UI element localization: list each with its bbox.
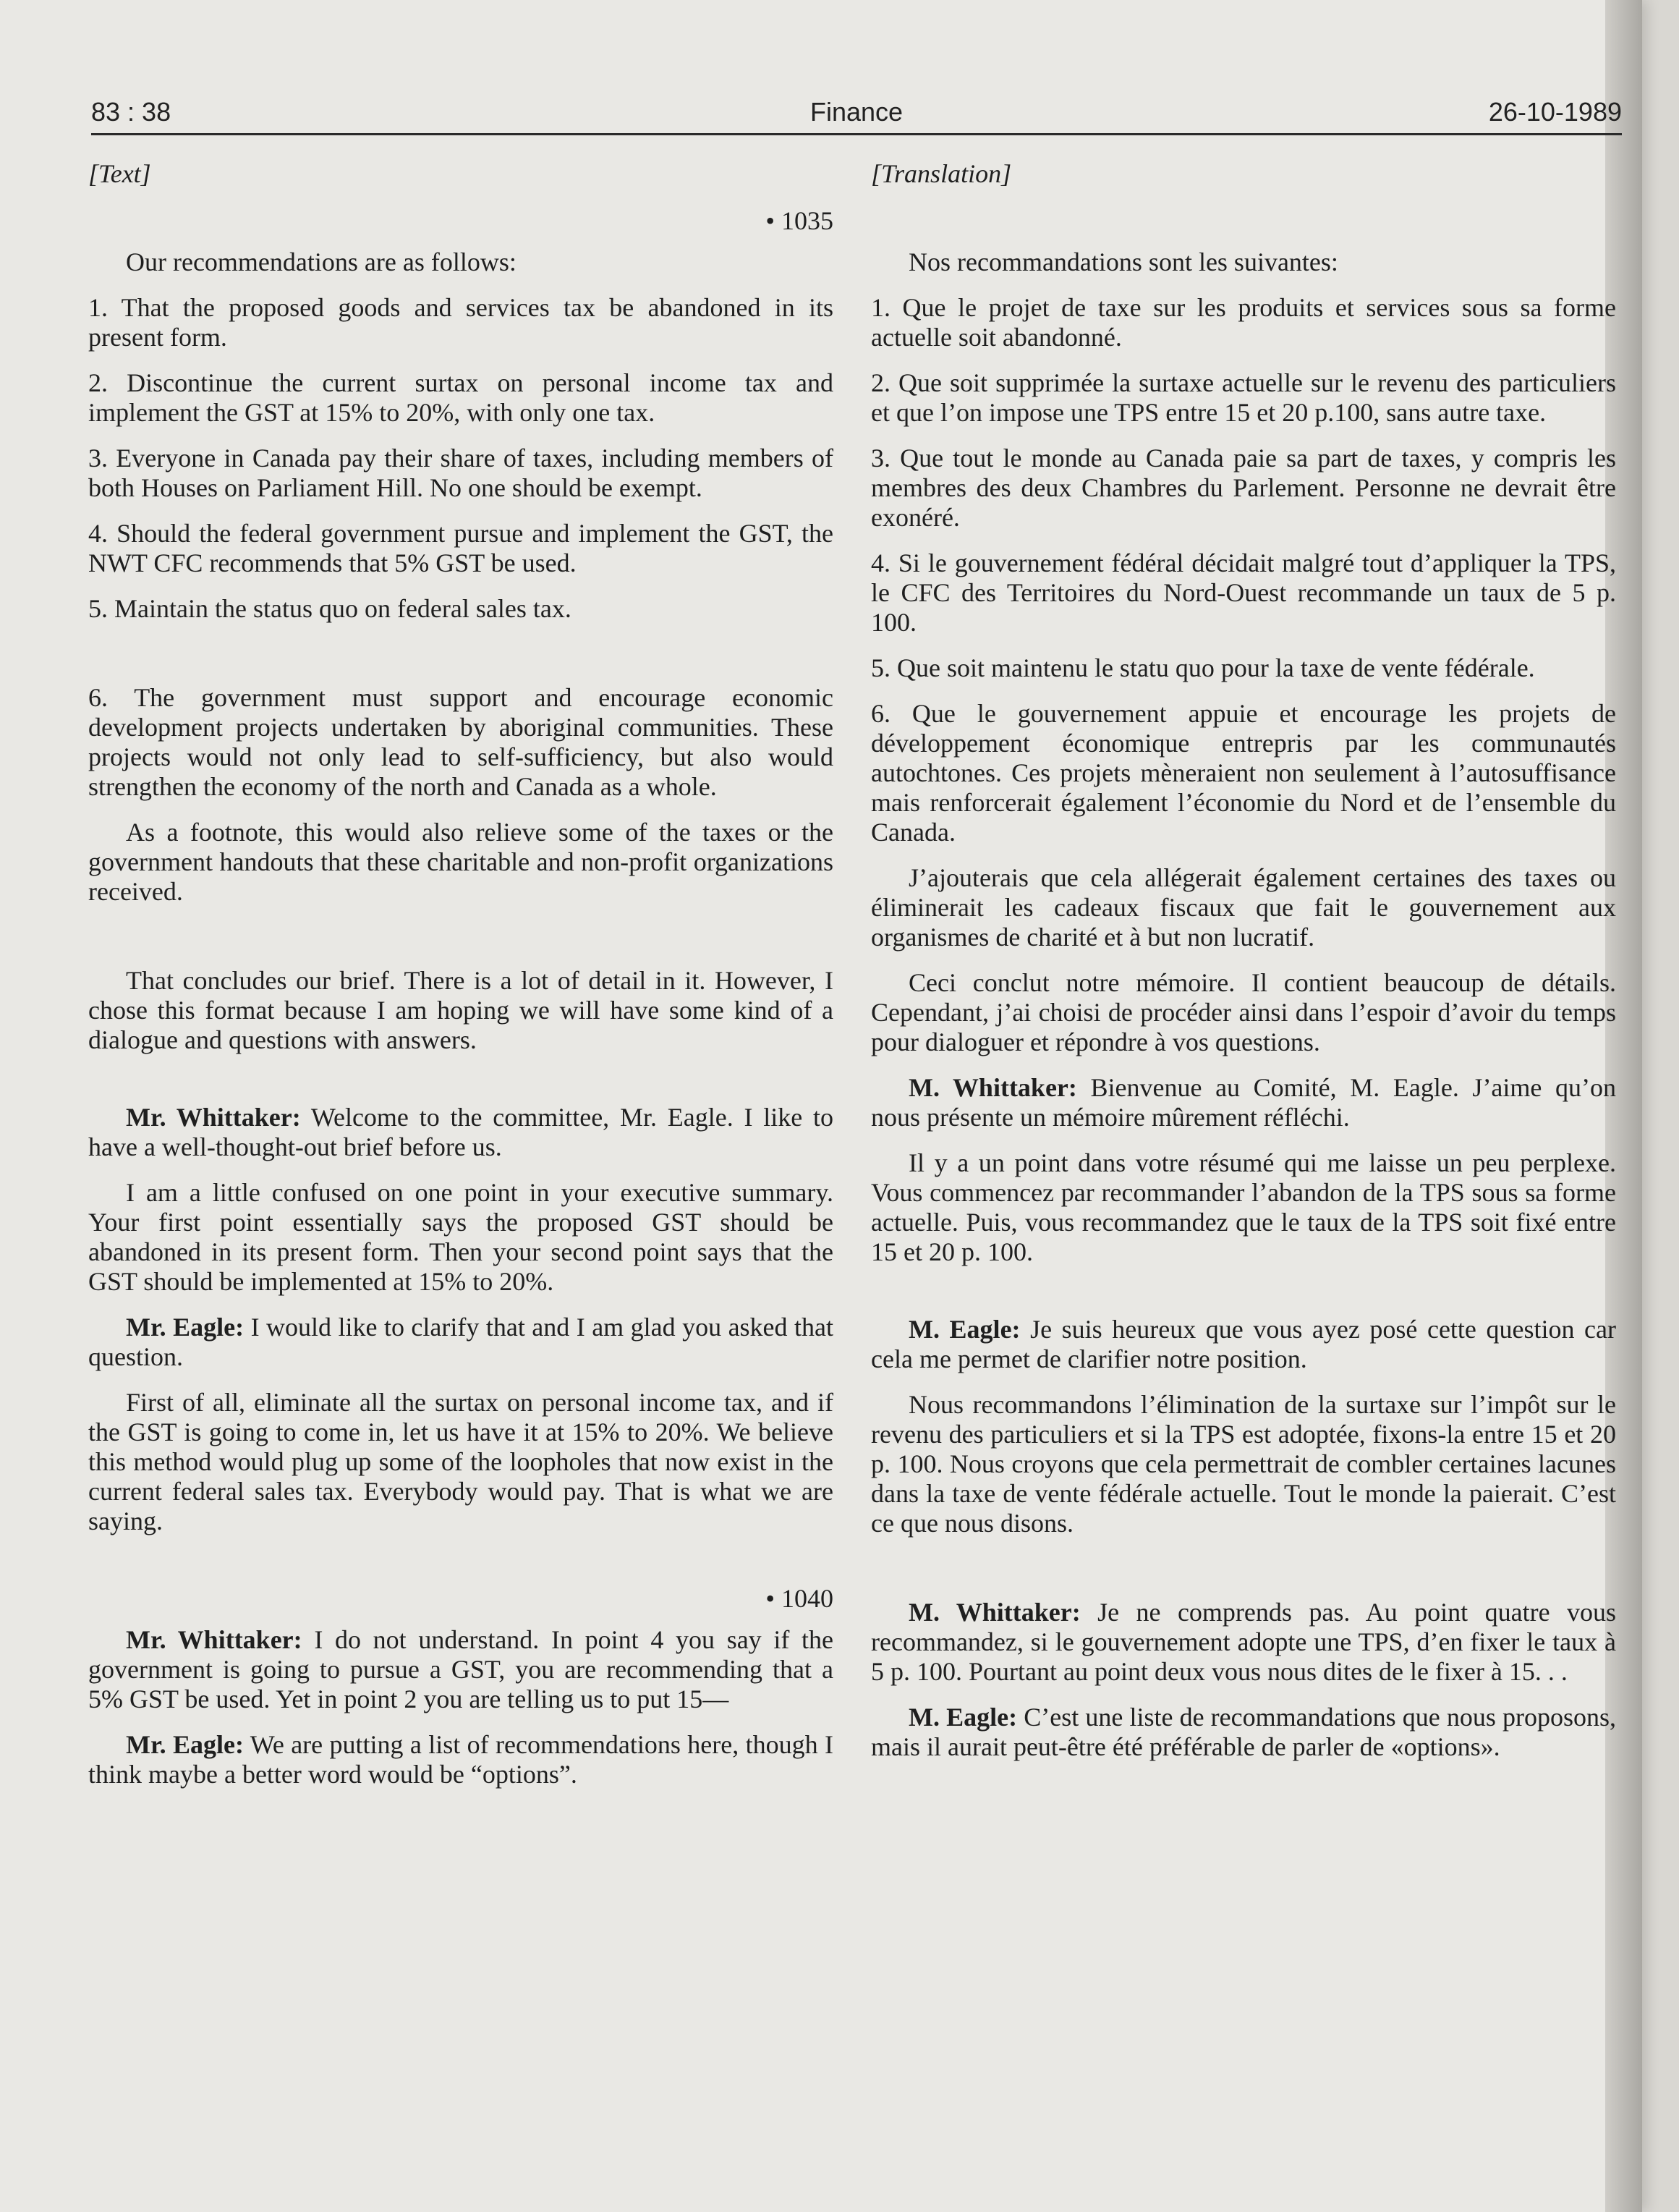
paragraph: I am a little confused on one point in your executive summary. Your first point essentially says the proposed GST should be abandoned in its present form. Then your second point says that the GST should be implemented at 15% to 20%. (88, 1178, 833, 1296)
paragraph: As a footnote, this would also relieve some of the taxes or the government handouts that these charitable and non-profit organizations received. (88, 818, 833, 906)
paragraph: That concludes our brief. There is a lot of detail in it. However, I chose this format because I am hoping we will have some kind of a dialogue and questions with answers. (88, 966, 833, 1054)
speech-text: Je ne comprends pas. Au point quatre vous recommandez, si le gouvernement adopte une TPS, d’en fixer le taux à 5 p. 100. Pourtant au point deux vous nous dites de le fixer à 15. . . (871, 1598, 1616, 1686)
paragraph: J’ajouterais que cela allégerait également certaines des taxes ou éliminerait les cadeaux fiscaux que fait le gouvernement aux organismes de charité et à but non lucratif. (871, 863, 1616, 952)
speech (88, 1313, 833, 1372)
page-number: 83 : 38 (91, 97, 171, 127)
speech (88, 1625, 833, 1714)
speaker-name: Mr. Eagle: (126, 1730, 245, 1759)
paragraph: Nos recommandations sont les suivantes: (909, 247, 1338, 276)
speaker-name: M. Eagle: (909, 1315, 1021, 1344)
speech-text: Welcome to the committee, Mr. Eagle. I like to have a well-thought-out brief before us. (88, 1103, 833, 1161)
speech (88, 1730, 833, 1789)
english-column (88, 159, 833, 1805)
speech (88, 1103, 833, 1162)
recommendation-1: 1. Que le projet de taxe sur les produits et services sous sa forme actuelle soit abandonné. (871, 293, 1616, 352)
speech-text: Bienvenue au Comité, M. Eagle. J’aime qu’on nous présente un mémoire mûrement réfléchi. (871, 1073, 1616, 1132)
speech (871, 1073, 1616, 1132)
recommendation-4: 4. Si le gouvernement fédéral décidait malgré tout d’appliquer la TPS, le CFC des Territoires du Nord-Ouest recommande un taux de 5 p. 100. (871, 548, 1616, 637)
text-tag: [Text] (88, 159, 151, 188)
speaker-name: M. Whittaker: (909, 1598, 1081, 1627)
time-marker: • 1040 (765, 1584, 833, 1613)
translation-tag: [Translation] (871, 159, 1012, 188)
speech (871, 1703, 1616, 1762)
header-date: 26-10-1989 (1488, 97, 1622, 127)
time-marker: • 1035 (765, 206, 833, 235)
recommendation-1: 1. That the proposed goods and services tax be abandoned in its present form. (88, 293, 833, 352)
french-column (871, 159, 1616, 1778)
paragraph: Nous recommandons l’élimination de la surtaxe sur l’impôt sur le revenu des particuliers et si la TPS est adoptée, fixons-la entre 15 et 20 p. 100. Nous croyons que cela permettrait de combler certaines lacunes dans la taxe de vente fédérale actuelle. Tout le monde la paierait. C’est ce que nous disons. (871, 1390, 1616, 1538)
speech-text: I would like to clarify that and I am glad you asked that question. (88, 1313, 833, 1371)
speech-text: I do not understand. In point 4 you say if the government is going to pursue a GST, you are recommending that a 5% GST be used. Yet in point 2 you are telling us to put 15— (88, 1625, 834, 1713)
speaker-name: M. Whittaker: (909, 1073, 1077, 1102)
recommendation-6: 6. The government must support and encourage economic development projects undertaken by aboriginal communities. These projects would not only lead to self-sufficiency, but also would strengthen the economy of the north and Canada as a whole. (88, 683, 833, 801)
paragraph: Our recommendations are as follows: (126, 247, 517, 276)
section-title: Finance (809, 97, 904, 127)
recommendation-2: 2. Discontinue the current surtax on personal income tax and implement the GST at 15% to 20%, with only one tax. (88, 368, 833, 427)
recommendation-6: 6. Que le gouvernement appuie et encourage les projets de développement économique entrepris par les communautés autochtones. Ces projets mèneraient non seulement à l’autosuffisance mais renforcerait également l’économie du Nord et de l’ensemble du Canada. (871, 699, 1616, 847)
speech (871, 1315, 1616, 1374)
header-rule (91, 133, 1622, 135)
speaker-name: M. Eagle: (909, 1703, 1018, 1732)
speech-text: Je suis heureux que vous ayez posé cette question car cela me permet de clarifier notre position. (871, 1315, 1616, 1373)
speech-text: We are putting a list of recommendations here, though I think maybe a better word would be “options”. (88, 1730, 833, 1789)
paragraph: Ceci conclut notre mémoire. Il contient beaucoup de détails. Cependant, j’ai choisi de procéder ainsi dans l’espoir d’avoir du temps pour dialoguer et répondre à vos questions. (871, 968, 1616, 1056)
running-header (91, 97, 1622, 133)
recommendation-3: 3. Que tout le monde au Canada paie sa part de taxes, y compris les membres des deux Chambres du Parlement. Personne ne devrait être exonéré. (871, 444, 1616, 532)
paragraph: Il y a un point dans votre résumé qui me laisse un peu perplexe. Vous commencez par recommander l’abandon de la TPS sous sa forme actuelle. Puis, vous recommandez que le taux de la TPS soit fixé entre 15 et 20 p. 100. (871, 1148, 1616, 1266)
paragraph: First of all, eliminate all the surtax on personal income tax, and if the GST is going to come in, let us have it at 15% to 20%. We believe this method would plug up some of the loopholes that now exist in the current federal sales tax. Everybody would pay. That is what we are saying. (88, 1388, 833, 1535)
speaker-name: Mr. Whittaker: (126, 1103, 301, 1132)
recommendation-2: 2. Que soit supprimée la surtaxe actuelle sur le revenu des particuliers et que l’on impose une TPS entre 15 et 20 p.100, sans autre taxe. (871, 368, 1616, 427)
speaker-name: Mr. Eagle: (126, 1313, 245, 1342)
recommendation-5: 5. Maintain the status quo on federal sales tax. (88, 594, 571, 623)
speech-text: C’est une liste de recommandations que nous proposons, mais il aurait peut-être été préférable de parler de «options». (871, 1703, 1616, 1761)
recommendation-5: 5. Que soit maintenu le statu quo pour la taxe de vente fédérale. (871, 653, 1535, 682)
speaker-name: Mr. Whittaker: (126, 1625, 302, 1654)
recommendation-4: 4. Should the federal government pursue and implement the GST, the NWT CFC recommends that 5% GST be used. (88, 519, 833, 577)
speech (871, 1598, 1616, 1687)
recommendation-3: 3. Everyone in Canada pay their share of taxes, including members of both Houses on Parliament Hill. No one should be exempt. (88, 444, 833, 502)
